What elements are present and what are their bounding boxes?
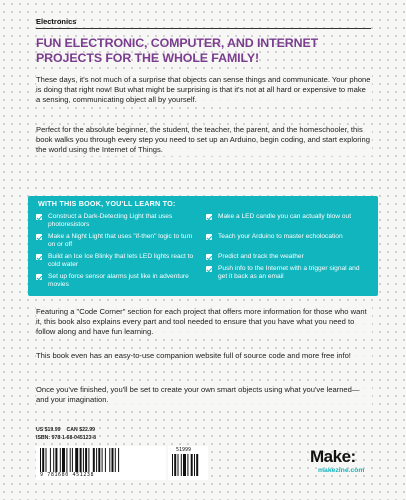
checkbox-icon — [36, 254, 42, 260]
barcode-bar — [105, 448, 106, 472]
barcode-bar — [88, 448, 89, 472]
learn-item — [206, 213, 366, 233]
barcode-bar — [66, 448, 67, 472]
barcode-bar — [178, 454, 179, 476]
checkbox-icon — [36, 214, 42, 220]
learn-box — [28, 196, 378, 296]
learn-item-text: Construct a Dark-Detecting Light that uses photoresistors — [48, 213, 173, 229]
barcode — [36, 446, 166, 480]
intro-paragraph-1: These days, it's not much of a surprise that objects can sense things and communicate. Your phone is doing that right now! But what might be surprising is that it's not at all hard or expensive to make a sensing, communicating object all by yourself. — [36, 75, 371, 105]
addon-digits: 51999 — [176, 447, 192, 453]
barcode-bar — [183, 454, 186, 476]
make-logo: Make: — [310, 447, 356, 466]
barcode-bar — [109, 448, 110, 472]
learn-item-text: Make a Night Light that uses "if-then" logic to turn on or off — [48, 233, 193, 249]
learn-title: WITH THIS BOOK, YOU'LL LEARN TO: — [38, 199, 176, 208]
checkbox-icon — [206, 214, 212, 220]
barcode-bar — [53, 448, 54, 472]
learn-column-left — [36, 213, 196, 293]
addon-bars — [172, 454, 204, 478]
barcode-bars — [40, 448, 162, 472]
barcode-bar — [72, 448, 73, 472]
checkbox-icon — [206, 234, 212, 240]
barcode-bar — [70, 448, 71, 472]
learn-item — [36, 253, 196, 273]
price-can: CAN $22.99 — [66, 427, 96, 433]
learn-item — [206, 265, 366, 291]
price-row — [36, 427, 101, 435]
learn-item-text: Make a LED candle you can actually blow out — [218, 213, 352, 220]
barcode-bar — [42, 448, 44, 472]
learn-item-text: Predict and track the weather — [218, 253, 304, 260]
barcode-bar — [118, 448, 119, 472]
barcode-bar — [172, 454, 173, 476]
barcode-bar — [83, 448, 84, 472]
body-paragraph-2: This book even has an easy-to-use companion website full of source code and more free info! — [36, 351, 372, 361]
price-us: US $19.99 — [36, 427, 61, 433]
barcode-bar — [112, 448, 114, 472]
learn-item-text: Set up force sensor alarms just like in adventure movies — [48, 273, 189, 289]
barcode-bar — [50, 448, 51, 472]
barcode-bar — [187, 454, 188, 476]
barcode-bar — [62, 448, 65, 472]
body-paragraph-1: Featuring a "Code Corner" section for each project that offers more information for those who want it, this book also explains every part and tool needed to ensure that you have what you need to follow along and have fun learning. — [36, 307, 372, 338]
checkbox-icon — [206, 254, 212, 260]
barcode-bar — [85, 448, 87, 472]
barcode-bar — [102, 448, 103, 472]
barcode-bar — [98, 448, 100, 472]
learn-item — [36, 273, 196, 293]
learn-item — [206, 233, 366, 253]
learn-item — [206, 253, 366, 265]
website-url: makezine.com — [318, 467, 365, 474]
barcode-bar — [93, 448, 95, 472]
barcode-bar — [115, 448, 116, 472]
barcode-bar — [181, 454, 182, 476]
learn-item-text: Push info to the Internet with a trigger signal and get it back as an email — [218, 265, 360, 281]
price-block — [36, 427, 101, 442]
barcode-bar — [191, 454, 193, 476]
barcode-bar — [40, 448, 41, 472]
learn-item-text: Teach your Arduino to master echolocation — [218, 233, 343, 240]
headline: FUN ELECTRONIC, COMPUTER, AND INTERNET PROJECTS FOR THE WHOLE FAMILY! — [36, 36, 319, 65]
body-paragraph-3: Once you've finished, you'll be set to create your own smart objects using what you've learned—and your imagination. — [36, 385, 372, 405]
learn-column-right — [206, 213, 366, 291]
barcode-bar — [196, 454, 198, 476]
category-label: Electronics — [36, 17, 77, 26]
isbn: ISBN: 978-1-68-045123-8 — [36, 434, 96, 441]
checkbox-icon — [36, 234, 42, 240]
barcode-bar — [75, 448, 78, 472]
barcode-addon — [168, 446, 208, 480]
intro-paragraph-2: Perfect for the absolute beginner, the student, the teacher, the parent, and the homeschooler, this book walks you through every step you need to set up an Arduino, begin coding, and start exploring the world using the Internet of Things. — [36, 125, 372, 156]
barcode-bar — [194, 454, 195, 476]
barcode-bar — [80, 448, 82, 472]
learn-item — [36, 233, 196, 253]
barcode-bar — [55, 448, 57, 472]
barcode-bar — [174, 454, 176, 476]
barcode-digits: 9 781680 451238 — [40, 472, 95, 478]
barcode-bar — [60, 448, 61, 472]
barcode-bar — [46, 448, 47, 472]
learn-item-text: Build an Ice Ice Blinky that lets LED lights react to cold water — [48, 253, 194, 269]
checkbox-icon — [206, 266, 212, 272]
learn-item — [36, 213, 196, 233]
barcode-bar — [96, 448, 97, 472]
top-divider — [36, 28, 371, 29]
checkbox-icon — [36, 274, 42, 280]
